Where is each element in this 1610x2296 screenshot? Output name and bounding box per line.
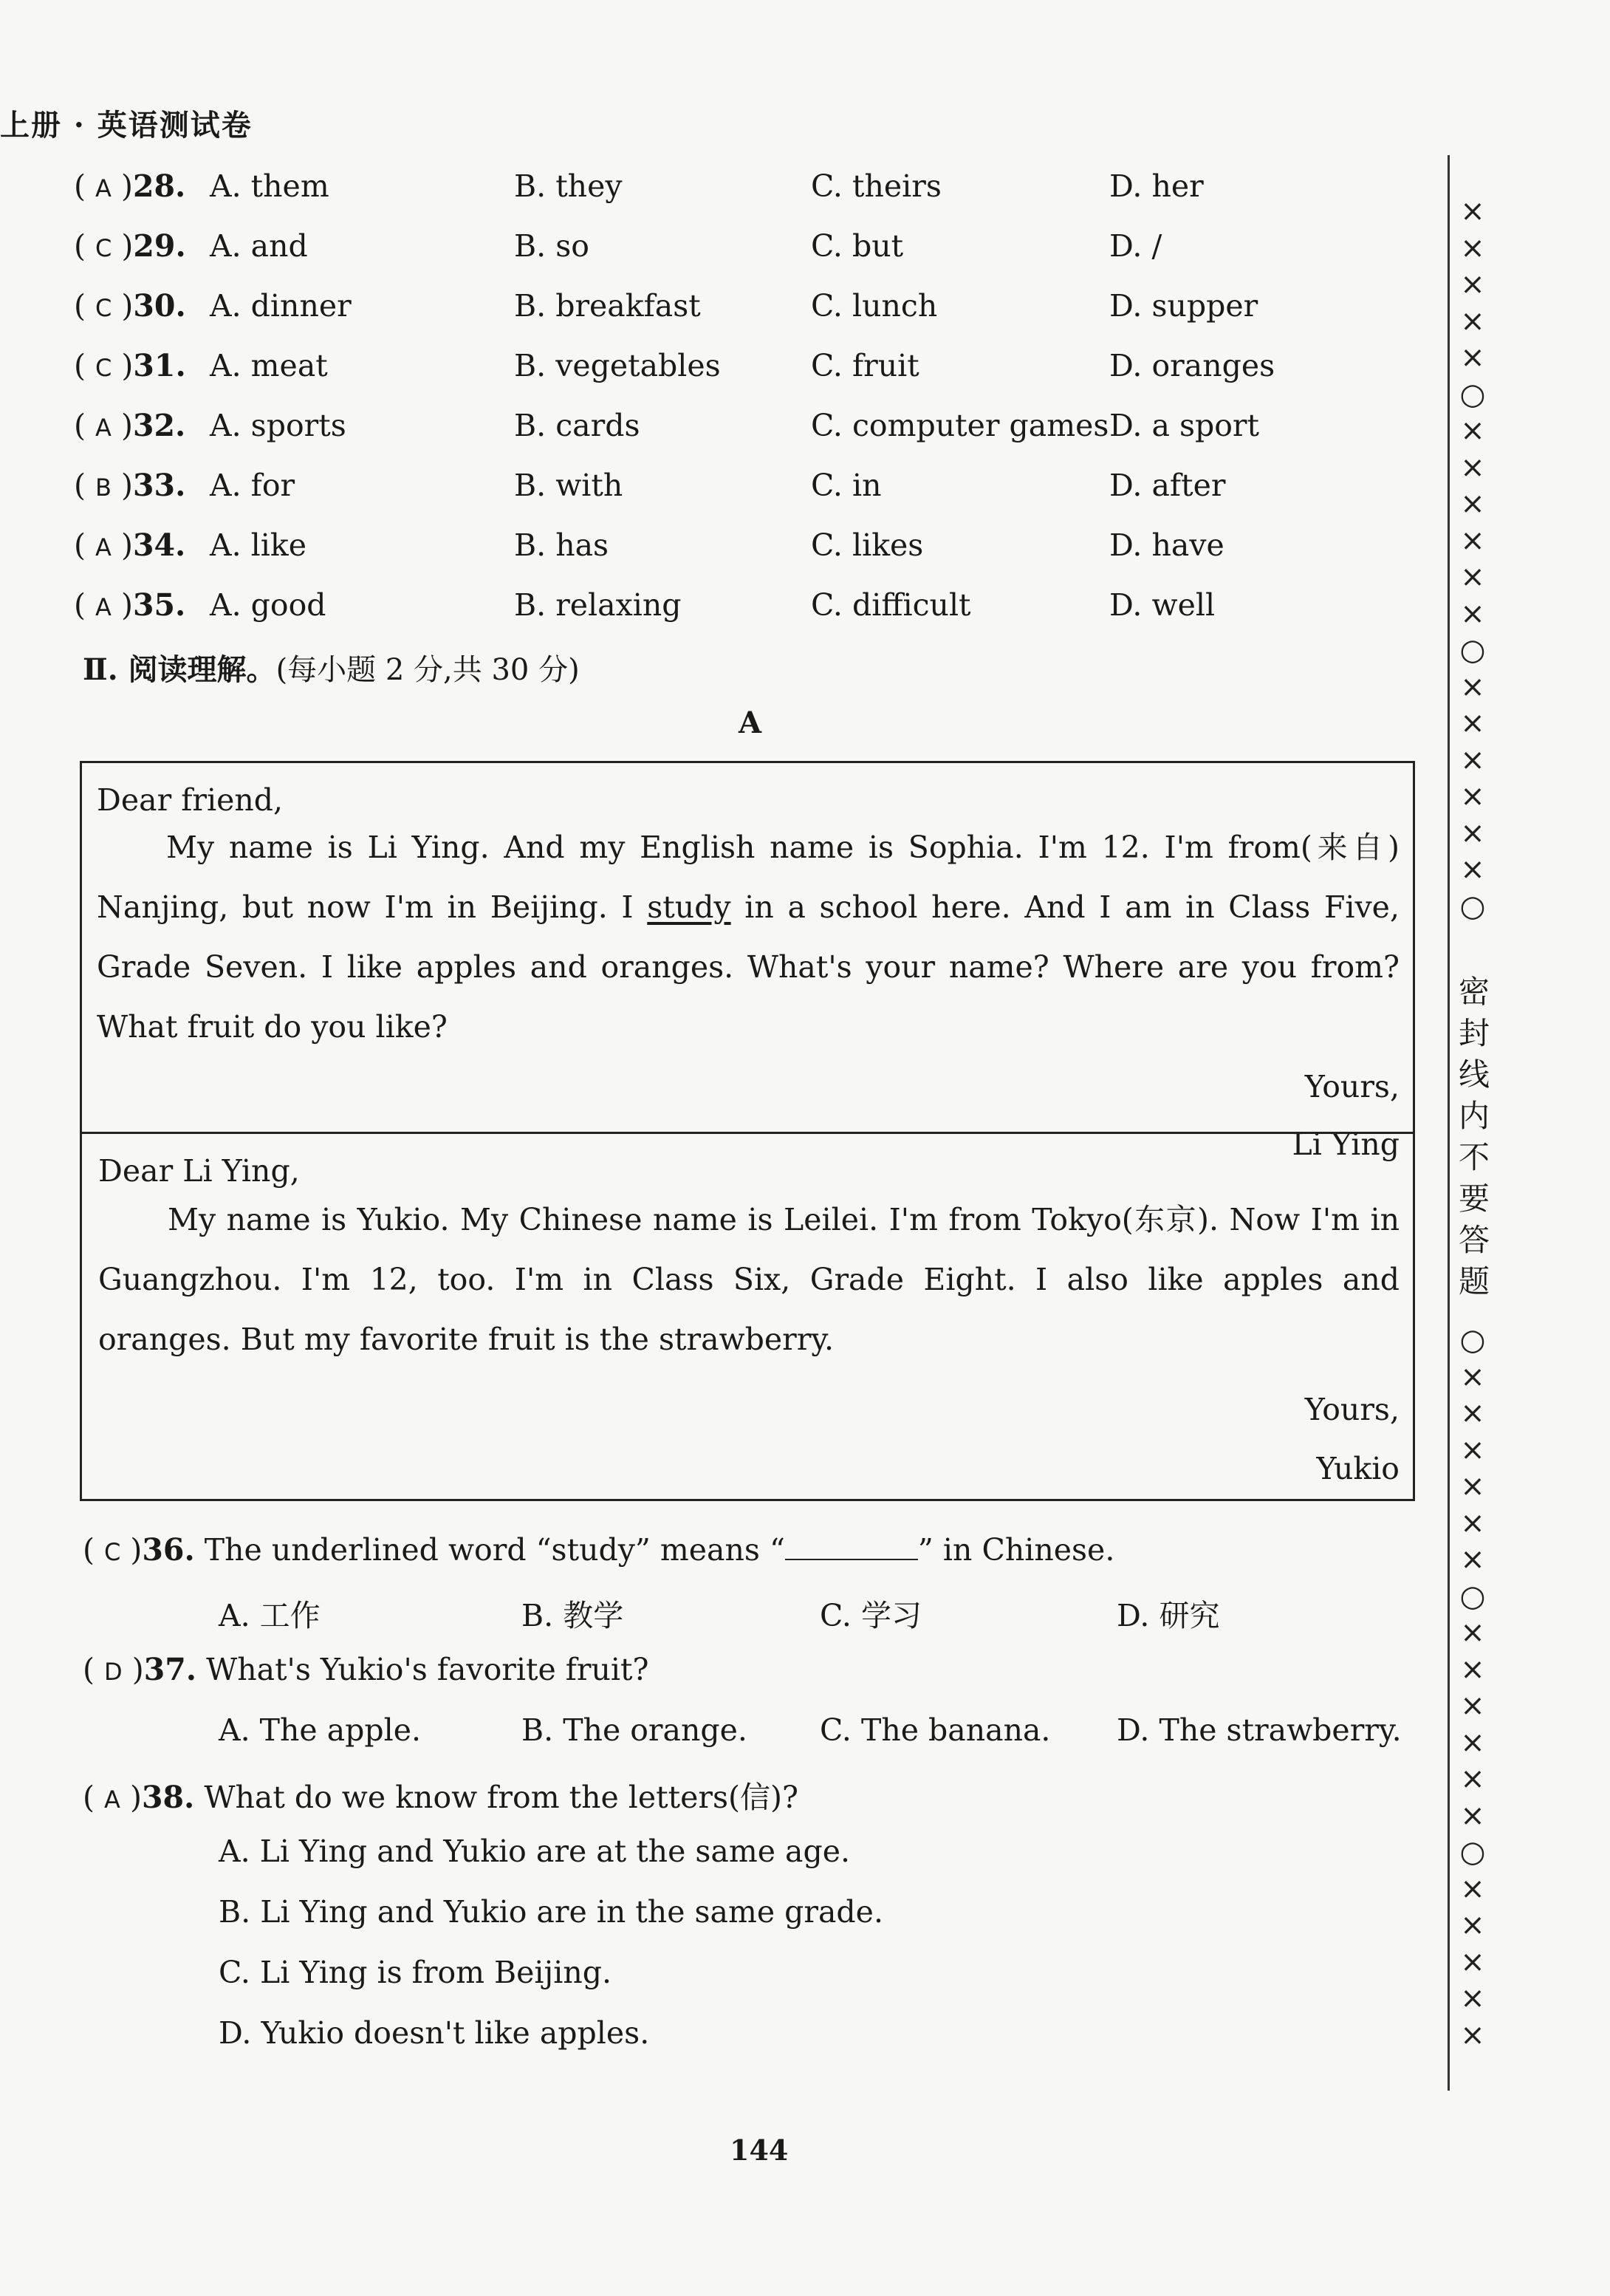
question-37: ( D )37. What's Yukio's favorite fruit? — [83, 1652, 649, 1687]
letter2-greeting: Dear Li Ying, — [98, 1153, 300, 1189]
letter-box-1 — [80, 761, 1415, 1162]
answer-blank — [785, 1532, 918, 1560]
q37-option-a: A. The apple. — [219, 1712, 422, 1748]
q38-option-b: B. Li Ying and Yukio are in the same grade. — [219, 1894, 883, 1930]
cloze-option-d: D. after — [1109, 468, 1226, 503]
letter2-closing: Yours, — [1304, 1392, 1400, 1427]
passage-title: A — [739, 705, 762, 740]
letter1-closing: Yours, — [1304, 1069, 1400, 1104]
letter-box-2 — [80, 1132, 1415, 1501]
cloze-option-d: D. well — [1109, 587, 1216, 623]
cloze-option-b: B. vegetables — [514, 348, 721, 383]
cloze-option-c: C. lunch — [811, 288, 938, 324]
seal-marks-top: × × × × × ○ × × × × × × ○ × × × × × × ○ — [1459, 194, 1486, 923]
cloze-question-34: ( A )34. — [74, 527, 186, 563]
cloze-option-d: D. supper — [1109, 288, 1258, 324]
cloze-option-d: D. oranges — [1109, 348, 1275, 383]
cloze-option-b: B. has — [514, 527, 609, 563]
cloze-option-c: C. difficult — [811, 587, 971, 623]
cloze-option-a: A. and — [210, 228, 308, 264]
cloze-option-a: A. sports — [210, 408, 346, 443]
cloze-question-28: ( A )28. — [74, 168, 186, 204]
q36-option-c: C. 学习 — [820, 1598, 922, 1633]
q38-option-a: A. Li Ying and Yukio are at the same age. — [219, 1834, 851, 1869]
q36-option-b: B. 教学 — [521, 1598, 624, 1633]
letter1-greeting: Dear friend, — [97, 782, 284, 818]
cloze-question-31: ( C )31. — [74, 348, 186, 383]
cloze-option-a: A. for — [210, 468, 295, 503]
q38-option-c: C. Li Ying is from Beijing. — [219, 1955, 612, 1990]
cloze-question-32: ( A )32. — [74, 408, 186, 443]
cloze-question-35: ( A )35. — [74, 587, 186, 623]
cloze-option-c: C. theirs — [811, 168, 942, 204]
seal-marks-bottom: ○ × × × × × × ○ × × × × × × ○ × × × × × — [1459, 1323, 1486, 2052]
letter2-signature: Yukio — [1316, 1451, 1400, 1486]
cloze-option-c: C. computer games — [811, 408, 1109, 443]
q38-option-d: D. Yukio doesn't like apples. — [219, 2015, 650, 2051]
cloze-option-c: C. likes — [811, 527, 924, 563]
cloze-option-a: A. dinner — [210, 288, 352, 324]
q37-option-b: B. The orange. — [521, 1712, 747, 1748]
cloze-option-a: A. them — [210, 168, 329, 204]
page-header: 上册 · 英语测试卷 — [0, 108, 253, 143]
cloze-option-a: A. meat — [210, 348, 328, 383]
cloze-option-b: B. with — [514, 468, 623, 503]
page-number: 144 — [730, 2133, 789, 2167]
cloze-option-d: D. her — [1109, 168, 1204, 204]
cloze-option-b: B. cards — [514, 408, 640, 443]
cloze-option-d: D. a sport — [1109, 408, 1259, 443]
seal-text: 密 封 线 内 不 要 答 题 — [1458, 974, 1490, 1299]
cloze-option-d: D. have — [1109, 527, 1224, 563]
q37-option-d: D. The strawberry. — [1117, 1712, 1402, 1748]
letter2-body: My name is Yukio. My Chinese name is Leilei. I'm from Tokyo(东京). Now I'm in Guangzhou. I'm 12, too. I'm in Class Six, Grade Eight. I also like apples and oranges. But my favorite fruit is the strawberry. — [98, 1202, 1400, 1357]
q36-option-a: A. 工作 — [219, 1598, 321, 1633]
q36-option-d: D. 研究 — [1117, 1598, 1220, 1633]
cloze-option-b: B. they — [514, 168, 623, 204]
cloze-option-a: A. good — [210, 587, 326, 623]
cloze-option-b: B. so — [514, 228, 589, 264]
section-title: Ⅱ. 阅读理解。(每小题 2 分,共 30 分) — [83, 652, 580, 687]
q37-option-c: C. The banana. — [820, 1712, 1051, 1748]
question-36: ( C )36. The underlined word “study” means “ ” in Chinese. — [83, 1532, 1115, 1568]
cloze-question-29: ( C )29. — [74, 228, 186, 264]
cloze-question-33: ( B )33. — [74, 468, 186, 503]
cloze-question-30: ( C )30. — [74, 288, 186, 324]
question-38: ( A )38. What do we know from the letters(信)? — [83, 1780, 799, 1815]
cloze-option-a: A. like — [210, 527, 307, 563]
cloze-option-c: C. but — [811, 228, 904, 264]
letter1-body: My name is Li Ying. And my English name is Sophia. I'm 12. I'm from(来自) Nanjing, but now I'm in Beijing. I study in a school here. And I am in Class Five, Grade Seven. I like apples and oranges. What's your name? Where are you from? What fruit do you like? — [97, 830, 1400, 1045]
cloze-option-d: D. / — [1109, 228, 1162, 264]
cloze-option-c: C. in — [811, 468, 882, 503]
underlined-word-study: study — [647, 889, 731, 925]
letter1-signature: Li Ying — [1292, 1127, 1400, 1162]
cloze-option-b: B. breakfast — [514, 288, 701, 324]
cloze-option-b: B. relaxing — [514, 587, 682, 623]
cloze-option-c: C. fruit — [811, 348, 919, 383]
